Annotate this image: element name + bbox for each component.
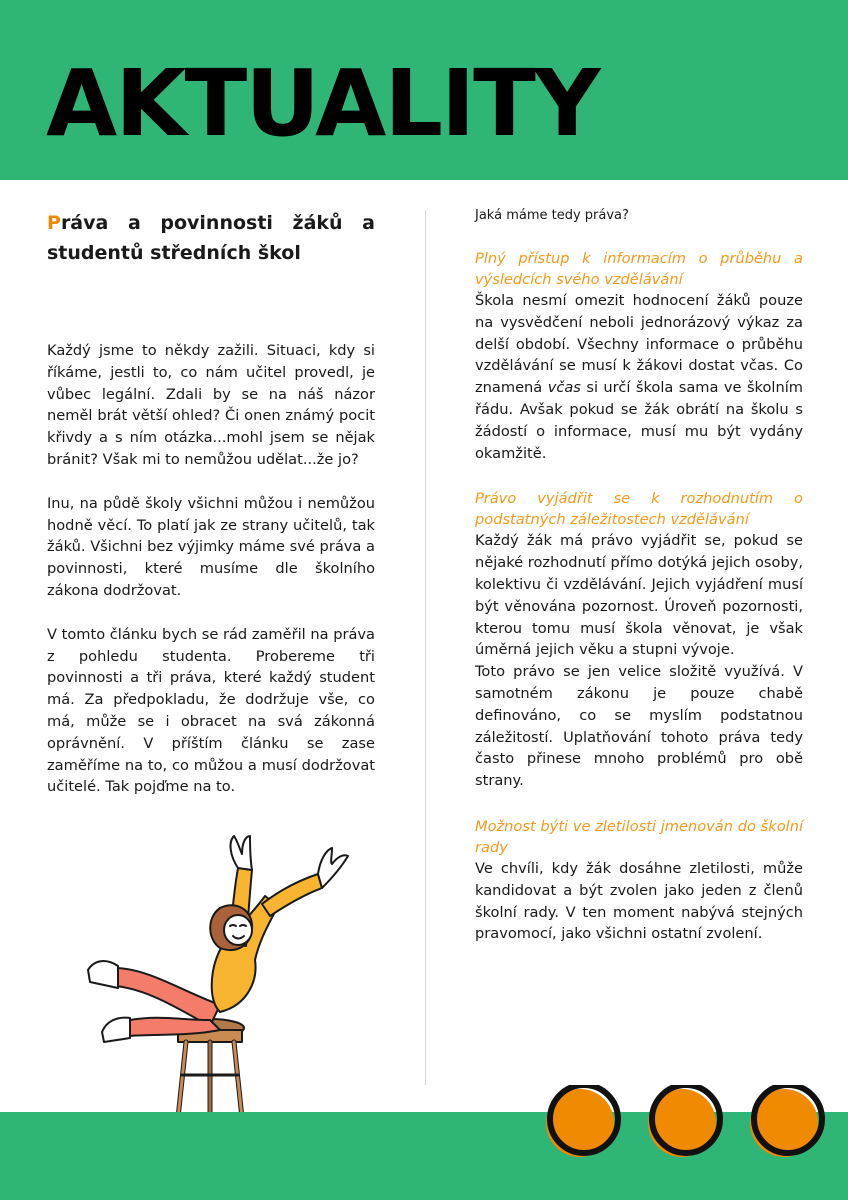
right-section-school-board — [475, 816, 803, 945]
girl-falling-from-stool-illustration — [70, 830, 360, 1120]
article-title — [47, 208, 375, 268]
orange-circles-decoration — [540, 1085, 830, 1165]
article-paragraph-2: Inu, na půdě školy všichni můžou i nemůžou hodně věcí. To platí jak ze strany učitelů, tak žáků. Všichni bez výjimky máme své práva a povinnosti, které musíme dle školního zákona dodržovat. — [47, 494, 375, 599]
right-section-information — [475, 248, 803, 464]
right-column — [475, 206, 803, 945]
section-body-emphasis: včas — [547, 379, 581, 397]
section-body-continued: Toto právo se jen velice složitě využívá. V samotném zákonu je pouze chabě definováno, co se myslím podstatnou záležitostí. Uplatňování tohoto práva tedy často přinese mnoho problémů pro obě strany. — [475, 663, 803, 790]
article-title-rest: ráva a povinnosti žáků a studentů středních škol — [47, 212, 375, 264]
article-paragraph-3: V tomto článku bych se rád zaměřil na práva z pohledu studenta. Probereme tři povinnosti a tři práva, které každý student má. Za předpokladu, že dodržuje vše, co má, může se i obracet na svá zákonná oprávnění. V příštím článku se zase zaměříme na to, co můžou a musí dodržovat učitelé. Tak pojďme na to. — [47, 625, 375, 796]
section-body-text: Škola nesmí omezit hodnocení žáků pouze na vysvědčení neboli jednorázový výkaz za delší období. Všechny informace o průběhu vzdělávání se musí k žákovi dostat včas. Co znamená — [475, 292, 803, 397]
article-title-initial: P — [47, 212, 61, 234]
section-body — [475, 290, 803, 464]
section-heading: Právo vyjádřit se k rozhodnutím o podstatných záležitostech vzdělávání — [475, 490, 803, 529]
left-column — [47, 208, 375, 798]
section-body: Každý žák má právo vyjádřit se, pokud se nějaké rozhodnutí přímo dotýká jejich osoby, kolektivu či vzdělávání. Jejich vyjádření musí být věnována pozornost. Úroveň pozornosti, kterou tomu musí škola věnovat, je však úměrná jejich věku a stupni vývoje. — [475, 532, 803, 659]
section-body: Ve chvíli, kdy žák dosáhne zletilosti, může kandidovat a být zvolen jako jeden z členů školní rady. V ten moment nabývá stejných pravomocí, jako všichni ostatní zvolení. — [475, 859, 803, 943]
page-title: AKTUALITY — [46, 50, 599, 157]
section-body-text: si určí škola sama ve školním řádu. Avšak pokud se žák obrátí na školu s žádostí o informace, musí mu být vydány okamžitě. — [475, 379, 803, 462]
section-heading: Plný přístup k informacím o průběhu a výsledcích svého vzdělávání — [475, 250, 803, 288]
rights-intro: Jaká máme tedy práva? — [475, 208, 629, 223]
section-heading: Možnost býti ve zletilosti jmenován do školní rady — [475, 817, 803, 856]
right-section-express — [475, 488, 803, 792]
article-paragraph-1: Každý jsme to někdy zažili. Situaci, kdy si říkáme, jestli to, co nám učitel provedl, je vůbec legální. Zdali by se na náš názor neměl brát větší ohled? Či onen známý pocit křivdy a s ním otázka...mohl jsem se nějak bránit? Však mi to nemůžou udělat...že jo? — [47, 342, 375, 468]
column-divider — [425, 210, 426, 1085]
